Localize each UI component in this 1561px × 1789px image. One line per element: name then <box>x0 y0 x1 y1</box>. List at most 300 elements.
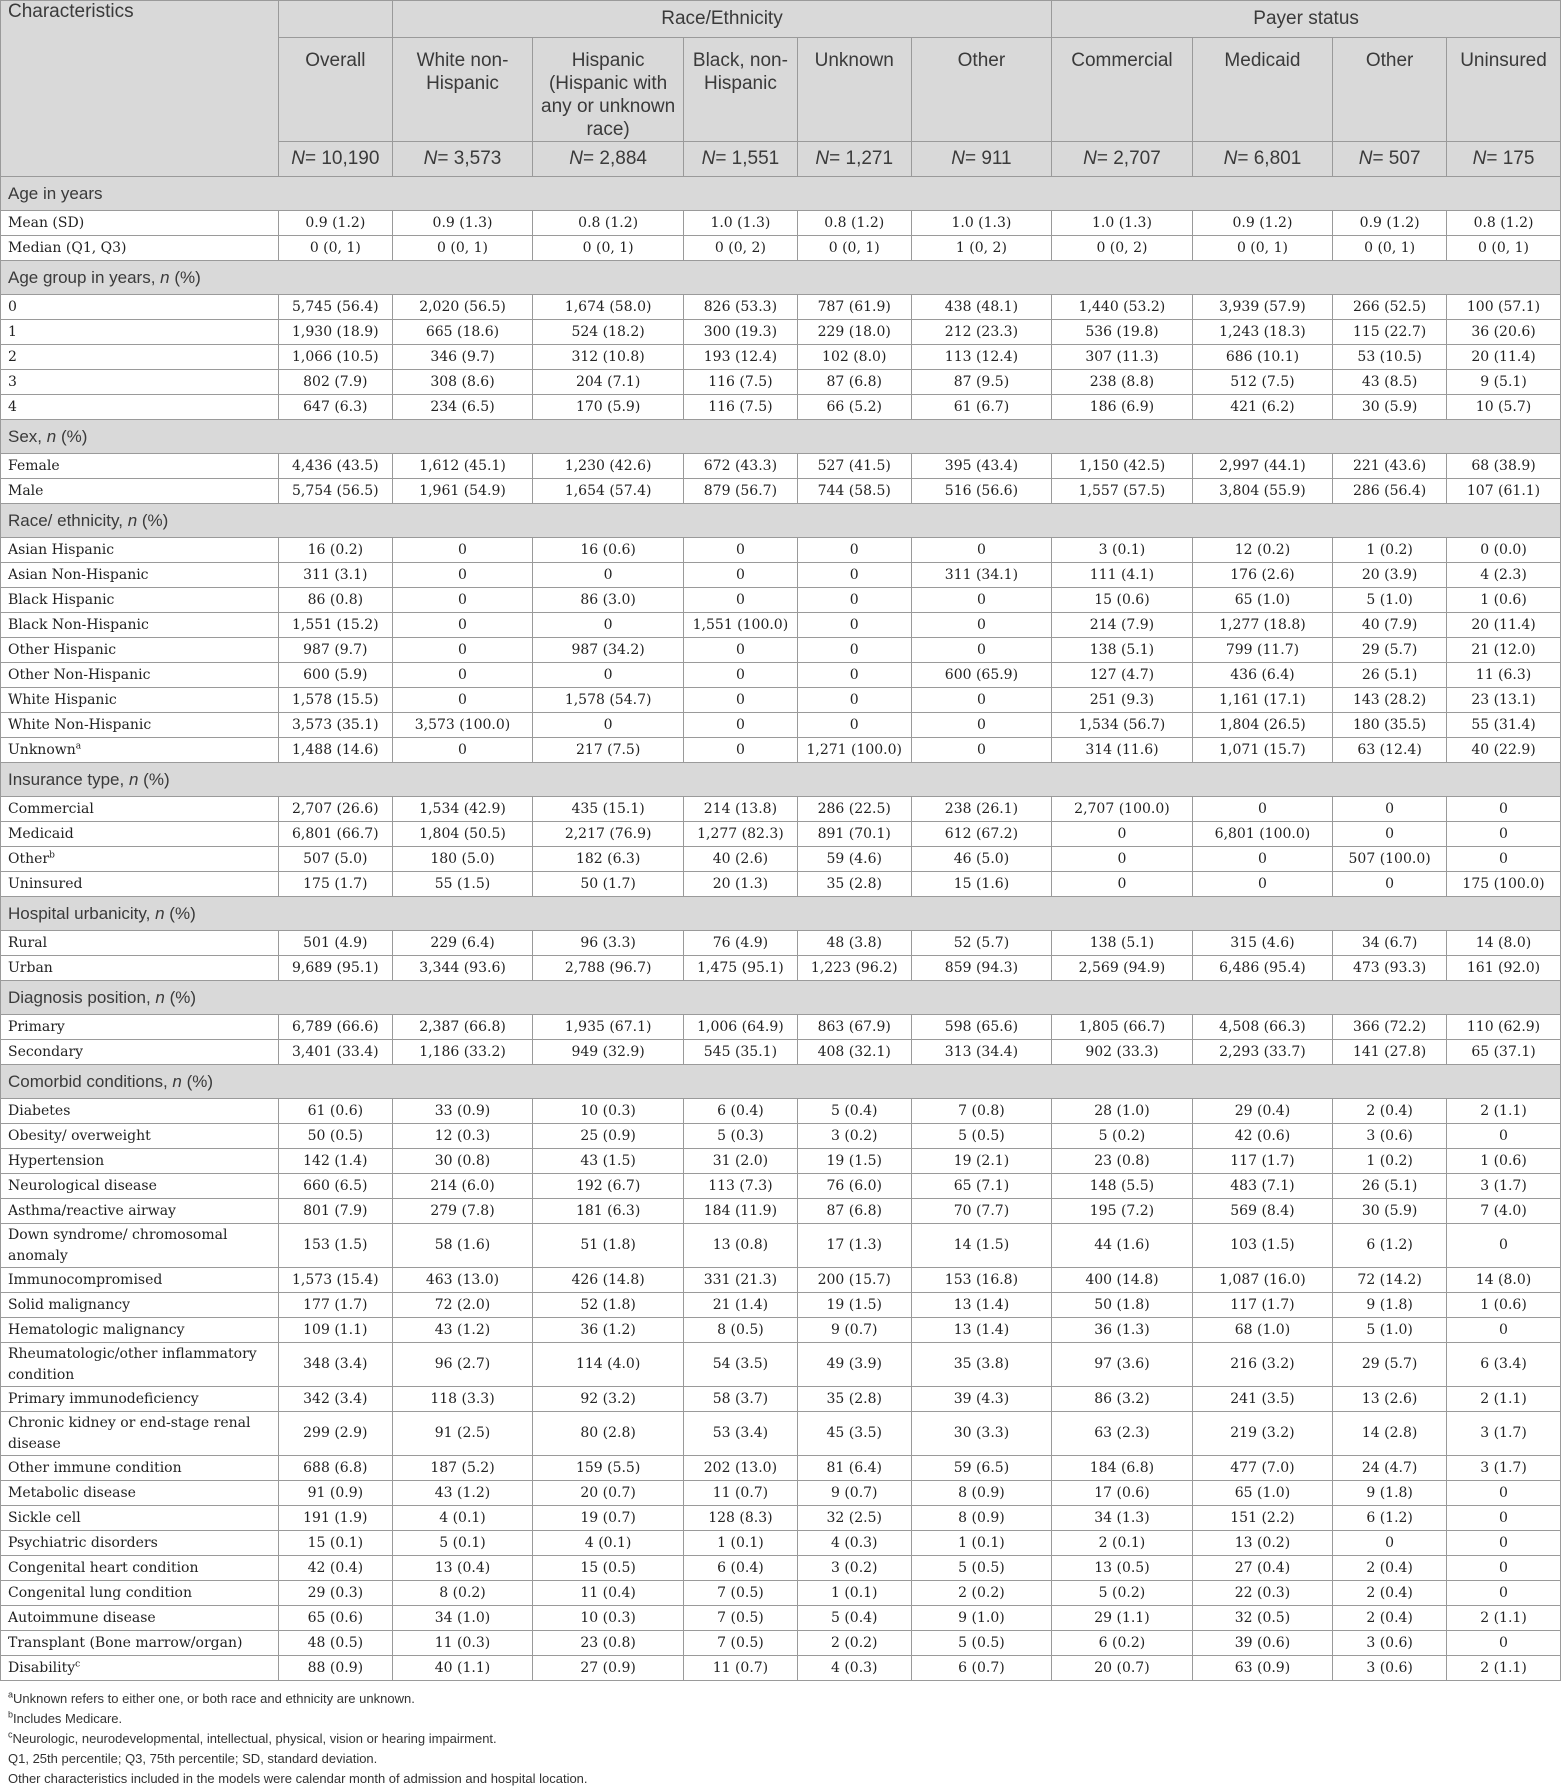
section-title-suffix: (%) <box>169 267 201 287</box>
table-row <box>1 1343 1561 1387</box>
race-ethnicity-group-header: Race/Ethnicity <box>392 1 1051 38</box>
row-label <box>1 1224 279 1268</box>
table-cell: 0 <box>533 663 684 688</box>
row-label <box>1 663 279 688</box>
table-row <box>1 1656 1561 1681</box>
table-cell: 92 (3.2) <box>533 1387 684 1412</box>
section-title-text: Hospital urbanicity, <box>8 903 156 923</box>
table-cell: 0 <box>533 563 684 588</box>
table-cell: 2 (1.1) <box>1447 1099 1561 1124</box>
table-cell: 524 (18.2) <box>533 320 684 345</box>
table-cell: 6,801 (66.7) <box>278 822 392 847</box>
table-cell: 43 (1.2) <box>392 1481 533 1506</box>
table-cell: 63 (0.9) <box>1192 1656 1333 1681</box>
table-cell: 15 (1.6) <box>911 872 1052 897</box>
table-cell: 6,789 (66.6) <box>278 1015 392 1040</box>
table-cell: 600 (65.9) <box>911 663 1052 688</box>
table-cell: 5 (1.0) <box>1333 588 1447 613</box>
table-cell: 7 (0.8) <box>911 1099 1052 1124</box>
table-row <box>1 563 1561 588</box>
table-cell: 501 (4.9) <box>278 931 392 956</box>
table-cell: 43 (1.5) <box>533 1149 684 1174</box>
row-label <box>1 1631 279 1656</box>
table-cell: 3,939 (57.9) <box>1192 295 1333 320</box>
table-cell: 0 <box>392 588 533 613</box>
table-cell: 5,754 (56.5) <box>278 479 392 504</box>
table-cell: 184 (11.9) <box>684 1199 798 1224</box>
row-label-text: Hypertension <box>8 1153 105 1169</box>
table-cell: 3 (1.7) <box>1447 1412 1561 1456</box>
table-cell: 1.0 (1.3) <box>684 211 798 236</box>
n-label: N <box>1358 148 1373 169</box>
table-cell: 435 (15.1) <box>533 797 684 822</box>
table-cell: 138 (5.1) <box>1052 638 1193 663</box>
section-title-suffix: (%) <box>137 510 169 530</box>
table-row <box>1 1456 1561 1481</box>
table-cell: 191 (1.9) <box>278 1506 392 1531</box>
footnotes <box>0 1681 1561 1789</box>
table-cell: 5 (0.4) <box>797 1099 911 1124</box>
table-cell: 61 (0.6) <box>278 1099 392 1124</box>
table-row <box>1 797 1561 822</box>
table-cell: 161 (92.0) <box>1447 956 1561 981</box>
table-cell: 5 (0.5) <box>911 1124 1052 1149</box>
table-cell: 81 (6.4) <box>797 1456 911 1481</box>
table-cell: 9 (1.8) <box>1333 1293 1447 1318</box>
table-cell: 20 (3.9) <box>1333 563 1447 588</box>
n-value: = 1,551 <box>715 148 780 169</box>
table-cell: 0 <box>392 638 533 663</box>
table-cell: 35 (3.8) <box>911 1343 1052 1387</box>
table-cell: 91 (0.9) <box>278 1481 392 1506</box>
row-label <box>1 1387 279 1412</box>
table-cell: 647 (6.3) <box>278 395 392 420</box>
table-cell: 182 (6.3) <box>533 847 684 872</box>
table-row <box>1 1631 1561 1656</box>
table-row <box>1 1293 1561 1318</box>
row-label <box>1 1606 279 1631</box>
table-cell: 2,707 (100.0) <box>1052 797 1193 822</box>
table-cell: 400 (14.8) <box>1052 1268 1193 1293</box>
column-n <box>797 142 911 177</box>
table-cell: 53 (10.5) <box>1333 345 1447 370</box>
table-cell: 308 (8.6) <box>392 370 533 395</box>
section-title-italic: n <box>128 769 139 789</box>
footnote-c-mark: c <box>8 1729 13 1740</box>
table-cell: 7 (0.5) <box>684 1631 798 1656</box>
table-cell: 6 (0.4) <box>684 1099 798 1124</box>
table-cell: 141 (27.8) <box>1333 1040 1447 1065</box>
table-cell: 48 (0.5) <box>278 1631 392 1656</box>
row-label <box>1 370 279 395</box>
table-cell: 863 (67.9) <box>797 1015 911 1040</box>
table-cell: 1,230 (42.6) <box>533 454 684 479</box>
n-label: N <box>291 148 305 169</box>
table-cell: 9 (0.7) <box>797 1318 911 1343</box>
table-cell: 3,401 (33.4) <box>278 1040 392 1065</box>
table-cell: 426 (14.8) <box>533 1268 684 1293</box>
row-label <box>1 454 279 479</box>
table-cell: 0 <box>1447 1581 1561 1606</box>
table-cell: 100 (57.1) <box>1447 295 1561 320</box>
table-cell: 801 (7.9) <box>278 1199 392 1224</box>
table-cell: 1,612 (45.1) <box>392 454 533 479</box>
table-cell: 1 (0, 2) <box>911 236 1052 261</box>
table-cell: 1,551 (100.0) <box>684 613 798 638</box>
table-cell: 802 (7.9) <box>278 370 392 395</box>
table-cell: 159 (5.5) <box>533 1456 684 1481</box>
table-cell: 0 <box>911 713 1052 738</box>
table-cell: 0 <box>797 713 911 738</box>
table-cell: 9 (5.1) <box>1447 370 1561 395</box>
table-cell: 0 <box>1447 1481 1561 1506</box>
table-cell: 142 (1.4) <box>278 1149 392 1174</box>
table-cell: 286 (56.4) <box>1333 479 1447 504</box>
table-cell: 1 (0.6) <box>1447 588 1561 613</box>
table-cell: 11 (0.4) <box>533 1581 684 1606</box>
table-cell: 436 (6.4) <box>1192 663 1333 688</box>
table-cell: 313 (34.4) <box>911 1040 1052 1065</box>
table-cell: 34 (1.3) <box>1052 1506 1193 1531</box>
row-label-text: Obesity/ overweight <box>8 1128 151 1144</box>
column-n <box>1447 142 1561 177</box>
table-cell: 2 (0.2) <box>797 1631 911 1656</box>
table-cell: 10 (5.7) <box>1447 395 1561 420</box>
table-cell: 299 (2.9) <box>278 1412 392 1456</box>
row-label <box>1 797 279 822</box>
table-cell: 87 (6.8) <box>797 1199 911 1224</box>
table-cell: 184 (6.8) <box>1052 1456 1193 1481</box>
table-cell: 238 (26.1) <box>911 797 1052 822</box>
table-cell: 799 (11.7) <box>1192 638 1333 663</box>
table-cell: 6 (0.2) <box>1052 1631 1193 1656</box>
table-cell: 96 (2.7) <box>392 1343 533 1387</box>
table-cell: 312 (10.8) <box>533 345 684 370</box>
table-cell: 0 <box>911 738 1052 763</box>
table-cell: 24 (4.7) <box>1333 1456 1447 1481</box>
table-cell: 5 (0.5) <box>911 1631 1052 1656</box>
section-header-row <box>1 981 1561 1015</box>
n-label: N <box>423 148 438 169</box>
table-cell: 214 (7.9) <box>1052 613 1193 638</box>
row-label-text: 1 <box>8 324 17 340</box>
row-label <box>1 1581 279 1606</box>
row-label <box>1 563 279 588</box>
table-row <box>1 822 1561 847</box>
row-label <box>1 847 279 872</box>
table-cell: 91 (2.5) <box>392 1412 533 1456</box>
table-cell: 1 (0.6) <box>1447 1293 1561 1318</box>
table-cell: 12 (0.2) <box>1192 538 1333 563</box>
table-cell: 0 <box>911 638 1052 663</box>
column-n <box>1333 142 1447 177</box>
table-cell: 1,805 (66.7) <box>1052 1015 1193 1040</box>
table-cell: 16 (0.2) <box>278 538 392 563</box>
table-cell: 13 (0.4) <box>392 1556 533 1581</box>
table-row <box>1 345 1561 370</box>
table-cell: 6 (1.2) <box>1333 1224 1447 1268</box>
table-cell: 6,486 (95.4) <box>1192 956 1333 981</box>
table-cell: 1,804 (50.5) <box>392 822 533 847</box>
table-cell: 204 (7.1) <box>533 370 684 395</box>
table-cell: 80 (2.8) <box>533 1412 684 1456</box>
table-header <box>1 1 1561 177</box>
table-body <box>1 177 1561 1681</box>
table-cell: 48 (3.8) <box>797 931 911 956</box>
table-cell: 17 (1.3) <box>797 1224 911 1268</box>
row-label <box>1 1556 279 1581</box>
column-n <box>684 142 798 177</box>
table-cell: 46 (5.0) <box>911 847 1052 872</box>
table-cell: 110 (62.9) <box>1447 1015 1561 1040</box>
table-row <box>1 588 1561 613</box>
table-cell: 22 (0.3) <box>1192 1581 1333 1606</box>
row-label <box>1 1015 279 1040</box>
table-cell: 117 (1.7) <box>1192 1149 1333 1174</box>
table-cell: 36 (1.3) <box>1052 1318 1193 1343</box>
row-label <box>1 822 279 847</box>
table-cell: 87 (9.5) <box>911 370 1052 395</box>
table-cell: 202 (13.0) <box>684 1456 798 1481</box>
n-label: N <box>1083 148 1097 169</box>
table-cell: 138 (5.1) <box>1052 931 1193 956</box>
row-label <box>1 1293 279 1318</box>
table-cell: 0 <box>1447 1318 1561 1343</box>
row-label-text: 0 <box>8 299 17 315</box>
table-cell: 879 (56.7) <box>684 479 798 504</box>
table-row <box>1 1099 1561 1124</box>
table-cell: 1,961 (54.9) <box>392 479 533 504</box>
table-cell: 1,271 (100.0) <box>797 738 911 763</box>
table-row <box>1 663 1561 688</box>
table-cell: 0 <box>392 688 533 713</box>
table-cell: 1,277 (18.8) <box>1192 613 1333 638</box>
table-cell: 346 (9.7) <box>392 345 533 370</box>
row-label <box>1 479 279 504</box>
table-cell: 859 (94.3) <box>911 956 1052 981</box>
table-cell: 39 (4.3) <box>911 1387 1052 1412</box>
table-cell: 6 (1.2) <box>1333 1506 1447 1531</box>
table-cell: 7 (4.0) <box>1447 1199 1561 1224</box>
table-cell: 512 (7.5) <box>1192 370 1333 395</box>
table-cell: 11 (0.7) <box>684 1656 798 1681</box>
column-n <box>533 142 684 177</box>
table-cell: 148 (5.5) <box>1052 1174 1193 1199</box>
table-cell: 13 (2.6) <box>1333 1387 1447 1412</box>
table-cell: 1,475 (95.1) <box>684 956 798 981</box>
section-title-text: Insurance type, <box>8 769 129 789</box>
row-label-text: Transplant (Bone marrow/organ) <box>8 1635 243 1651</box>
table-cell: 2 (0.4) <box>1333 1556 1447 1581</box>
row-label-text: Autoimmune disease <box>8 1610 156 1626</box>
table-cell: 65 (37.1) <box>1447 1040 1561 1065</box>
table-cell: 15 (0.6) <box>1052 588 1193 613</box>
footnote-b-text: Includes Medicare. <box>13 1711 123 1726</box>
row-label-text: Urban <box>8 960 53 976</box>
table-cell: 13 (0.2) <box>1192 1531 1333 1556</box>
table-cell: 1,573 (15.4) <box>278 1268 392 1293</box>
table-cell: 6 (0.7) <box>911 1656 1052 1681</box>
table-row <box>1 931 1561 956</box>
row-label <box>1 1268 279 1293</box>
n-value: = 2,884 <box>583 148 647 169</box>
table-cell: 5,745 (56.4) <box>278 295 392 320</box>
section-title-suffix: (%) <box>164 903 196 923</box>
table-cell: 6,801 (100.0) <box>1192 822 1333 847</box>
section-title <box>1 763 1561 797</box>
table-cell: 0 <box>684 638 798 663</box>
table-cell: 2,569 (94.9) <box>1052 956 1193 981</box>
table-cell: 4 (2.3) <box>1447 563 1561 588</box>
table-cell: 32 (2.5) <box>797 1506 911 1531</box>
table-cell: 4 (0.3) <box>797 1656 911 1681</box>
table-cell: 19 (0.7) <box>533 1506 684 1531</box>
table-cell: 0 <box>533 713 684 738</box>
table-cell: 0.9 (1.2) <box>1192 211 1333 236</box>
table-cell: 1 (0.1) <box>797 1581 911 1606</box>
row-label <box>1 1099 279 1124</box>
table-cell: 59 (4.6) <box>797 847 911 872</box>
table-cell: 1,087 (16.0) <box>1192 1268 1333 1293</box>
n-value: = 3,573 <box>437 148 502 169</box>
table-cell: 0 <box>392 563 533 588</box>
table-cell: 214 (13.8) <box>684 797 798 822</box>
table-row <box>1 1318 1561 1343</box>
table-cell: 36 (1.2) <box>533 1318 684 1343</box>
table-cell: 153 (16.8) <box>911 1268 1052 1293</box>
row-label <box>1 1199 279 1224</box>
table-cell: 13 (1.4) <box>911 1318 1052 1343</box>
table-row <box>1 1581 1561 1606</box>
table-cell: 3 (0.2) <box>797 1556 911 1581</box>
table-cell: 3,344 (93.6) <box>392 956 533 981</box>
footnote-a-mark: a <box>8 1689 14 1700</box>
table-cell: 0 <box>392 538 533 563</box>
n-value: = 911 <box>964 148 1012 169</box>
table-cell: 0 <box>1333 797 1447 822</box>
n-value: = 10,190 <box>304 148 380 169</box>
table-cell: 52 (1.8) <box>533 1293 684 1318</box>
table-cell: 70 (7.7) <box>911 1199 1052 1224</box>
table-cell: 14 (1.5) <box>911 1224 1052 1268</box>
table-cell: 0 <box>684 538 798 563</box>
table-cell: 3 (0.6) <box>1333 1124 1447 1149</box>
table-cell: 2 (0.4) <box>1333 1606 1447 1631</box>
table-row <box>1 847 1561 872</box>
table-cell: 342 (3.4) <box>278 1387 392 1412</box>
table-cell: 1,488 (14.6) <box>278 738 392 763</box>
table-cell: 23 (13.1) <box>1447 688 1561 713</box>
table-cell: 4,508 (66.3) <box>1192 1015 1333 1040</box>
table-cell: 408 (32.1) <box>797 1040 911 1065</box>
table-cell: 600 (5.9) <box>278 663 392 688</box>
table-cell: 40 (1.1) <box>392 1656 533 1681</box>
section-title-text: Diagnosis position, <box>8 987 156 1007</box>
row-label-text: Female <box>8 458 60 474</box>
column-n <box>278 142 392 177</box>
table-cell: 0 (0, 1) <box>1447 236 1561 261</box>
row-label-text: Other Hispanic <box>8 642 117 658</box>
table-cell: 1,674 (58.0) <box>533 295 684 320</box>
table-cell: 143 (28.2) <box>1333 688 1447 713</box>
row-label-text: Medicaid <box>8 826 74 842</box>
table-cell: 0 <box>684 688 798 713</box>
table-cell: 20 (0.7) <box>533 1481 684 1506</box>
column-n <box>1052 142 1193 177</box>
table-cell: 114 (4.0) <box>533 1343 684 1387</box>
table-cell: 111 (4.1) <box>1052 563 1193 588</box>
table-cell: 1,578 (54.7) <box>533 688 684 713</box>
table-cell: 0 <box>797 638 911 663</box>
table-cell: 1 (0.1) <box>684 1531 798 1556</box>
table-cell: 473 (93.3) <box>1333 956 1447 981</box>
row-label <box>1 1343 279 1387</box>
table-cell: 45 (3.5) <box>797 1412 911 1456</box>
table-cell: 672 (43.3) <box>684 454 798 479</box>
table-row <box>1 538 1561 563</box>
table-cell: 0 (0.0) <box>1447 538 1561 563</box>
section-header-row <box>1 763 1561 797</box>
row-label-text: Hematologic malignancy <box>8 1322 185 1338</box>
table-cell: 1,071 (15.7) <box>1192 738 1333 763</box>
section-header-row <box>1 261 1561 295</box>
table-cell: 1,557 (57.5) <box>1052 479 1193 504</box>
table-row <box>1 1174 1561 1199</box>
n-value: = 6,801 <box>1237 148 1302 169</box>
table-cell: 50 (0.5) <box>278 1124 392 1149</box>
table-cell: 195 (7.2) <box>1052 1199 1193 1224</box>
section-title-suffix: (%) <box>164 987 197 1007</box>
table-cell: 97 (3.6) <box>1052 1343 1193 1387</box>
table-cell: 19 (1.5) <box>797 1149 911 1174</box>
table-cell: 311 (3.1) <box>278 563 392 588</box>
row-label <box>1 1656 279 1681</box>
table-cell: 2,217 (76.9) <box>533 822 684 847</box>
row-label <box>1 1481 279 1506</box>
table-cell: 1,223 (96.2) <box>797 956 911 981</box>
table-cell: 40 (22.9) <box>1447 738 1561 763</box>
table-cell: 11 (6.3) <box>1447 663 1561 688</box>
n-label: N <box>1472 148 1487 169</box>
row-label-text: Metabolic disease <box>8 1485 136 1501</box>
table-cell: 0 (0, 1) <box>1333 236 1447 261</box>
table-cell: 86 (3.2) <box>1052 1387 1193 1412</box>
table-cell: 3 (0.6) <box>1333 1631 1447 1656</box>
table-cell: 9 (0.7) <box>797 1481 911 1506</box>
table-row <box>1 1149 1561 1174</box>
table-cell: 30 (0.8) <box>392 1149 533 1174</box>
column-header: Unknown <box>797 38 911 142</box>
table-row <box>1 236 1561 261</box>
table-cell: 2,997 (44.1) <box>1192 454 1333 479</box>
table-cell: 2,788 (96.7) <box>533 956 684 981</box>
table-cell: 286 (22.5) <box>797 797 911 822</box>
table-cell: 949 (32.9) <box>533 1040 684 1065</box>
table-cell: 0 (0, 1) <box>1192 236 1333 261</box>
column-header: Black, non-Hispanic <box>684 38 798 142</box>
row-label <box>1 1149 279 1174</box>
table-cell: 221 (43.6) <box>1333 454 1447 479</box>
table-cell: 366 (72.2) <box>1333 1015 1447 1040</box>
row-label-text: Neurological disease <box>8 1178 157 1194</box>
table-cell: 55 (31.4) <box>1447 713 1561 738</box>
table-cell: 175 (100.0) <box>1447 872 1561 897</box>
row-label-text: Asthma/reactive airway <box>8 1203 176 1219</box>
table-cell: 5 (0.5) <box>911 1556 1052 1581</box>
table-cell: 96 (3.3) <box>533 931 684 956</box>
table-cell: 0 <box>684 713 798 738</box>
table-cell: 688 (6.8) <box>278 1456 392 1481</box>
